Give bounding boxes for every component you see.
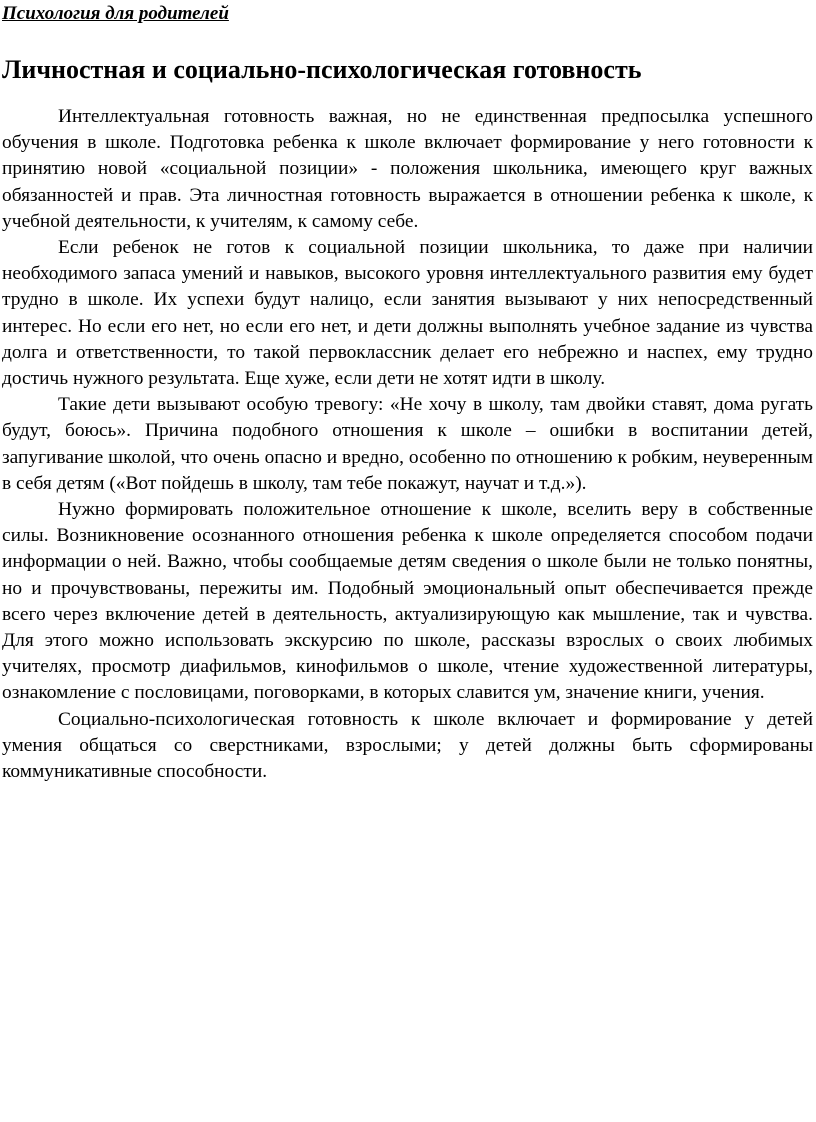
paragraph: Нужно формировать положительное отношение к школе, вселить веру в собственные силы. Возникновение осознанного отношения ребенка к школе определяется способом подачи информации о ней. Важно, чтобы сообщаемые детям сведения о школе были не только понятны, но и прочувствованы, пережиты им. Подобный эмоциональный опыт обеспечивается прежде всего через включение детей в деятельность, актуализирующую как мышление, так и чувства. Для этого можно использовать экскурсию по школе, рассказы взрослых о своих любимых учителях, просмотр диафильмов, кинофильмов о школе, чтение художественной литературы, ознакомление с пословицами, поговорками, в которых славится ум, значение книги, учения. <box>2 499 813 704</box>
paragraph: Социально-психологическая готовность к школе включает и формирование у детей умения общаться со сверстниками, взрослыми; у детей должны быть сформированы коммуникативные способности. <box>2 708 813 783</box>
section-label: Психология для родителей <box>2 3 229 24</box>
paragraph: Интеллектуальная готовность важная, но не единственная предпосылка успешного обучения в школе. Подготовка ребенка к школе включает формирование у него готовности к принятию новой «социальной позиции» - положения школьника, имеющего круг важных обязанностей и прав. Эта личностная готовность выражается в отношении ребенка к школе, к учебной деятельности, к учителям, к самому себе. <box>2 106 813 232</box>
paragraph: Если ребенок не готов к социальной позиции школьника, то даже при наличии необходимого запаса умений и навыков, высокого уровня интеллектуального развития ему будет трудно в школе. Их успехи будут налицо, если занятия вызывают у них непосредственный интерес. Но если его нет, но если его нет, и дети должны выполнять учебное задание из чувства долга и ответственности, то такой первоклассник делает его небрежно и наспех, ему трудно достичь нужного результата. Еще хуже, если дети не хотят идти в школу. <box>2 237 813 390</box>
document-title: Личностная и социально-психологическая готовность <box>2 55 642 84</box>
article-body <box>2 104 813 785</box>
paragraph: Такие дети вызывают особую тревогу: «Не хочу в школу, там двойки ставят, дома ругать будут, боюсь». Причина подобного отношения к школе – ошибки в воспитании детей, запугивание школой, что очень опасно и вредно, особенно по отношению к робким, неуверенным в себя детям («Вот пойдешь в школу, там тебе покажут, научат и т.д.»). <box>2 394 813 494</box>
